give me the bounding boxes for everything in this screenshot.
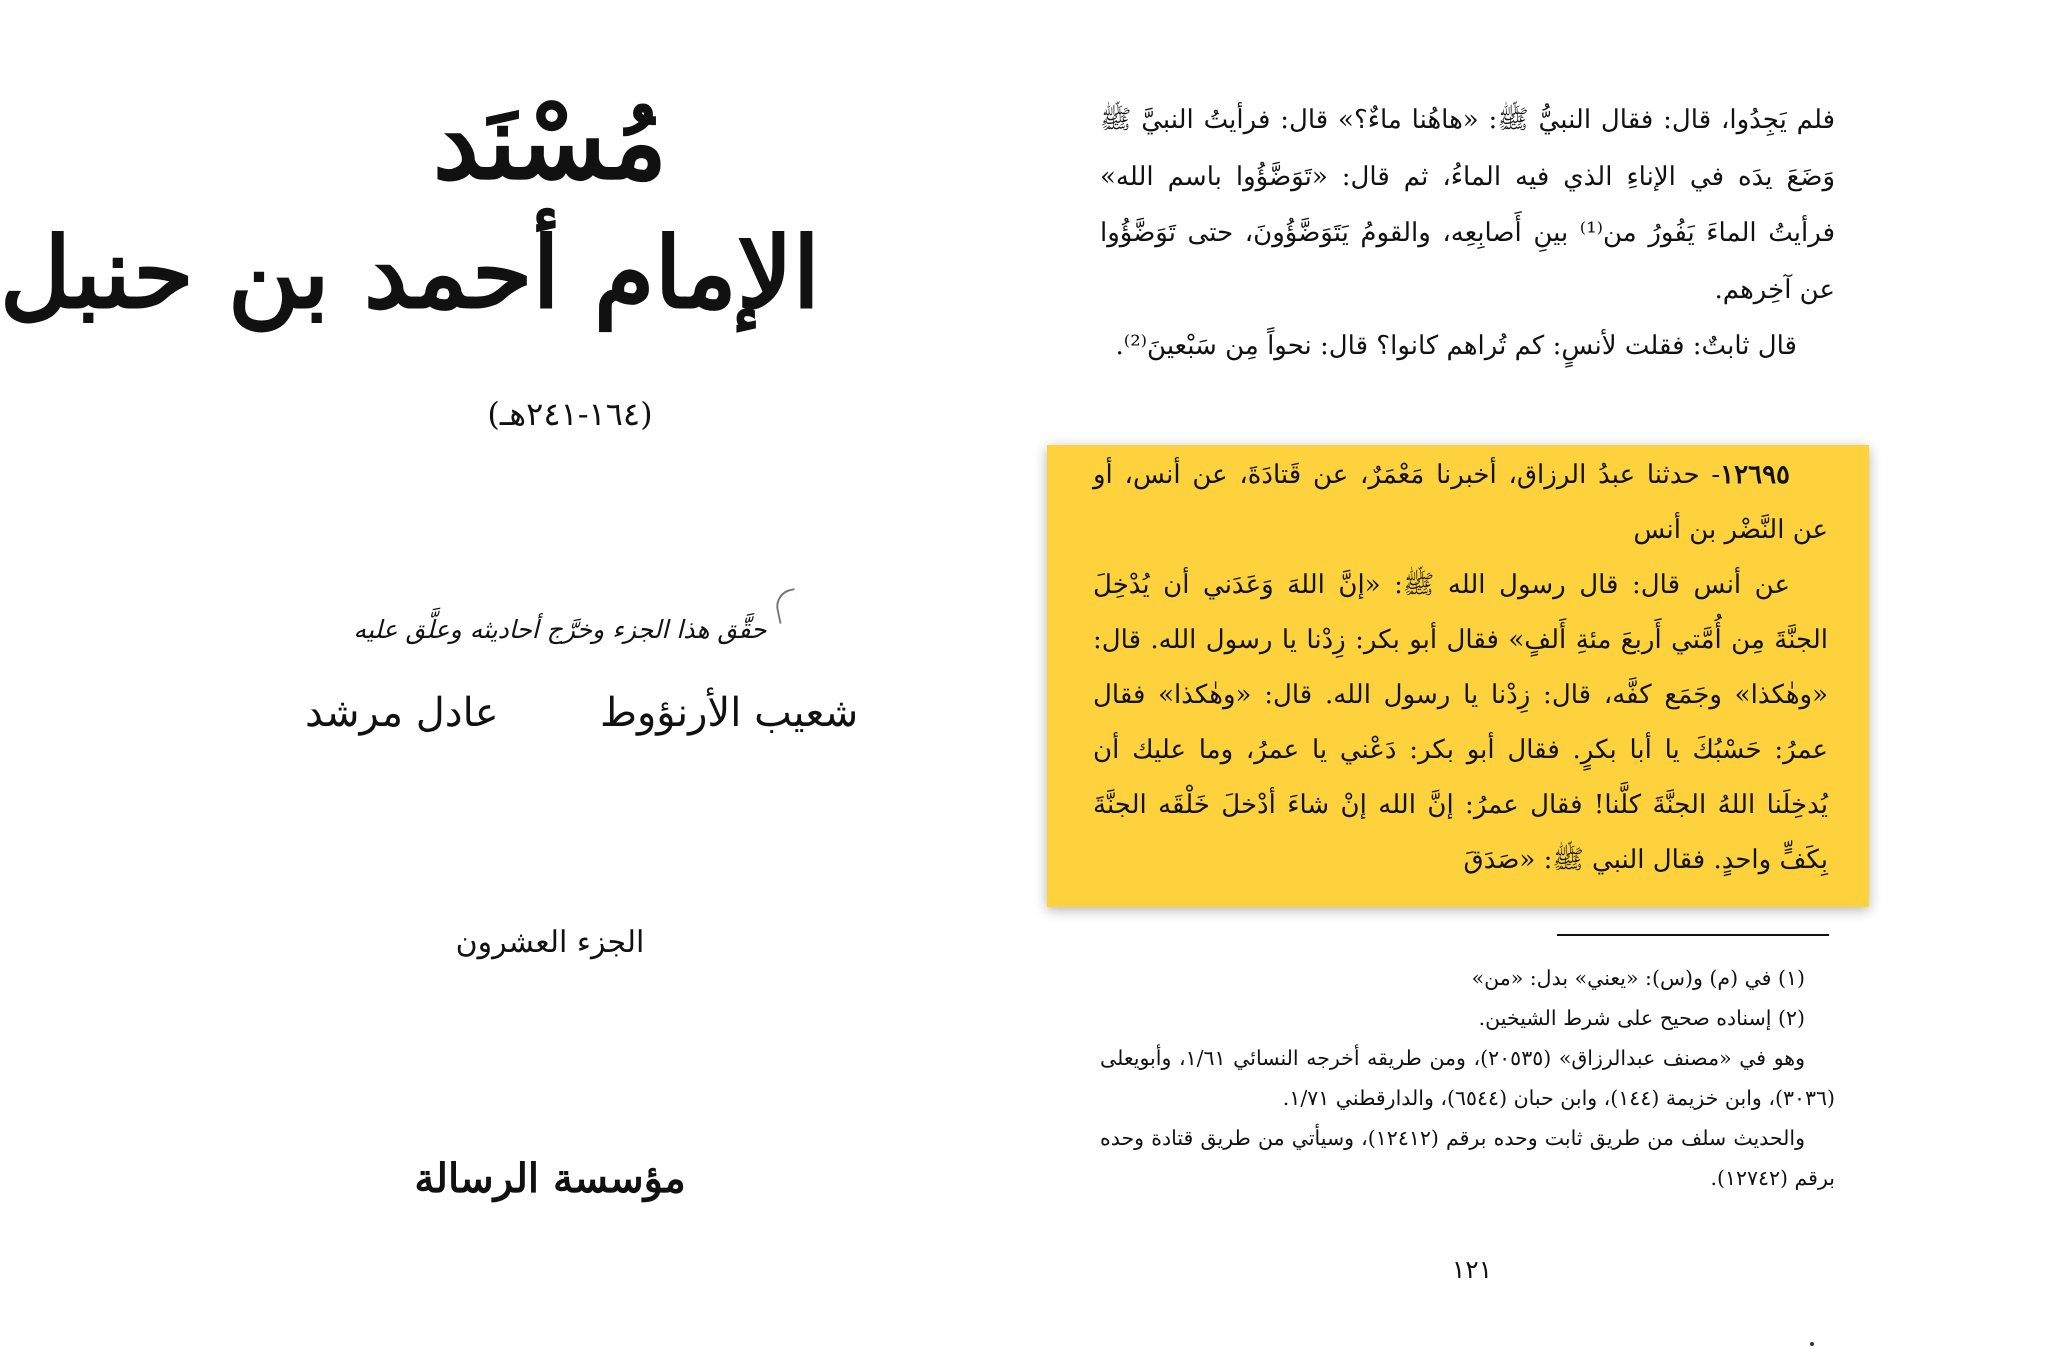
body-text: [1100, 92, 1835, 375]
editor-name-1: شعيب الأرنؤوط: [600, 690, 859, 736]
editor-name-2: عادل مرشد: [305, 690, 499, 736]
editors-intro: حقَّق هذا الجزء وخرَّج أحاديثه وعلَّق عليه: [353, 615, 767, 644]
publisher-name: مؤسسة الرسالة: [414, 1155, 686, 1202]
volume-label: الجزء العشرون: [455, 925, 645, 960]
hadith-chain-text: - حدثنا عبدُ الرزاق، أخبرنا مَعْمَرٌ، عن قَتادَةَ، عن أنس، أو عن النَّضْر بن أنس: [1093, 460, 1828, 545]
paragraph-2: قال ثابتٌ: فقلت لأنسٍ: كم تُراهم كانوا؟ قال: نحواً مِن سَبْعينَ⁽²⁾.: [1115, 331, 1797, 361]
book-title-imam: الإمام أحمد بن حنبل: [0, 216, 820, 331]
highlighted-hadith: [1093, 448, 1828, 888]
lifespan-dates: (١٦٤-٢٤١هـ): [487, 395, 653, 433]
page-number: ١٢١: [1451, 1255, 1493, 1284]
title-page: [0, 0, 1000, 1365]
text-page: [1040, 0, 2048, 1365]
hadith-number: ١٢٦٩٥: [1720, 460, 1790, 490]
paragraph-1: فلم يَجِدُوا، قال: فقال النبيُّ ﷺ: «هاهُنا ماءٌ؟» قال: فرأيتُ النبيَّ ﷺ وَضَعَ يدَه في الإناءِ الذي فيه الماءُ، ثم قال: «تَوَضَّؤُوا باسم الله» فرأيتُ الماءَ يَفُورُ من⁽¹⁾ بينِ أَصابِعِه، والقومُ يَتَوَضَّؤُونَ، حتى تَوَضَّؤُوا عن آخِرهم.: [1100, 105, 1835, 305]
book-title-musnad: مُسْنَد: [432, 80, 668, 203]
footnote-2-sources: وهو في «مصنف عبدالرزاق» (٢٠٥٣٥)، ومن طريقه أخرجه النسائي ١/٦١، وأبويعلى (٣٠٣٦)، وابن خزيمة (١٤٤)، وابن حبان (٦٥٤٤)، والدارقطني ١/٧١.: [1100, 1046, 1835, 1110]
footnotes: [1100, 958, 1835, 1198]
footnote-2-note: والحديث سلف من طريق ثابت وحده برقم (١٢٤١٢)، وسيأتي من طريق قتادة وحده برقم (١٢٧٤٢).: [1100, 1126, 1835, 1190]
hadith-chain: [1093, 448, 1828, 558]
hadith-text: عن أنس قال: قال رسول الله ﷺ: «إنَّ اللهَ وَعَدَني أن يُدْخِلَ الجنَّةَ مِن أُمَّتي أَربعَ مئةِ أَلفٍ» فقال أبو بكر: زِدْنا يا رسول الله. قال: «وهٰكذا» وجَمَع كفَّه، قال: زِدْنا يا رسول الله. قال: «وهٰكذا» فقال عمرُ: حَسْبُكَ يا أبا بكرٍ. فقال أبو بكر: دَعْني يا عمرُ، وما عليك أن يُدخِلَنا اللهُ الجنَّةَ كلَّنا! فقال عمرُ: إنَّ الله إنْ شاءَ أدْخلَ خَلْقَه الجنَّةَ بِكَفٍّ واحدٍ. فقال النبي ﷺ: «صَدَقَ: [1093, 570, 1828, 875]
ink-speck: [1810, 1342, 1814, 1346]
footnote-divider: [1557, 934, 1829, 936]
footnote-1: (١) في (م) و(س): «يعني» بدل: «من»: [1471, 966, 1805, 990]
footnote-2: (٢) إسناده صحيح على شرط الشيخين.: [1478, 1006, 1805, 1030]
